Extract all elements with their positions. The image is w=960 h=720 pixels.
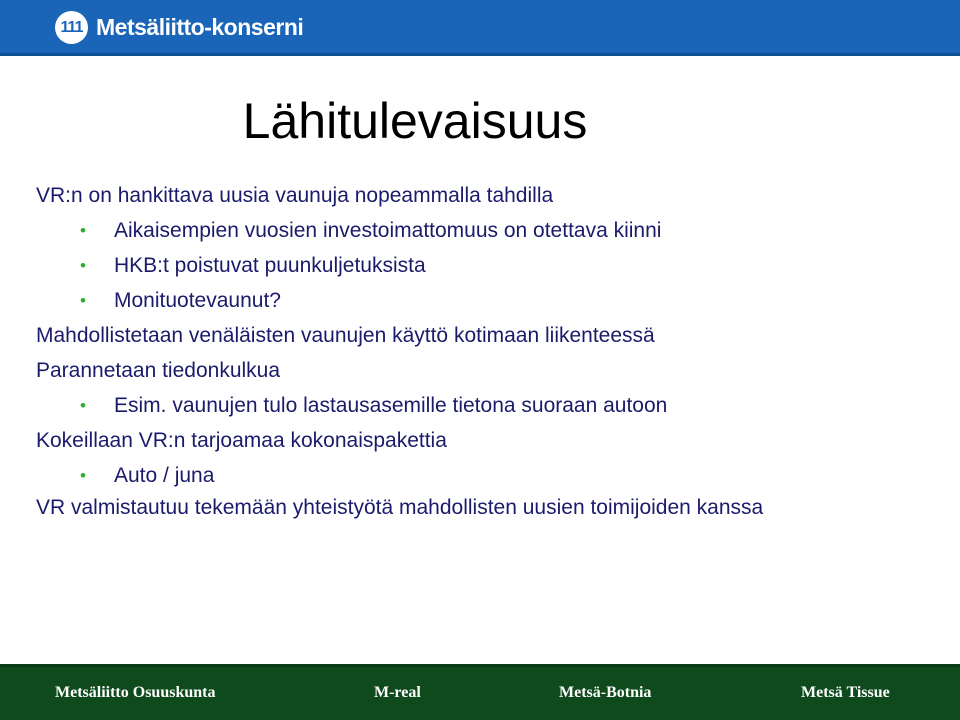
metsaliitto-logo-icon bbox=[55, 11, 88, 44]
sub-bullet-line-4 bbox=[36, 388, 926, 423]
logo-text: Metsäliitto-konserni bbox=[96, 14, 304, 40]
bullet-line-1 bbox=[36, 178, 926, 213]
bullet-text: VR valmistautuu tekemään yhteistyötä mahdollisten uusien toimijoiden kanssa bbox=[36, 496, 764, 519]
green-bullet-icon: • bbox=[80, 256, 86, 275]
bullet-text: Mahdollistetaan venäläisten vaunujen käyttö kotimaan liikenteessä bbox=[36, 324, 655, 347]
green-bullet-icon: • bbox=[80, 291, 86, 310]
bullet-text: VR:n on hankittava uusia vaunuja nopeammalla tahdilla bbox=[36, 184, 554, 207]
slide-title: Lähitulevaisuus bbox=[242, 93, 588, 149]
footer-item-metsaliitto-osuuskunta: Metsäliitto Osuuskunta bbox=[55, 684, 216, 701]
green-bullet-icon: • bbox=[80, 396, 86, 415]
bullet-line-3 bbox=[36, 353, 926, 388]
bullet-line-4 bbox=[36, 423, 926, 458]
footer-item-metsa-tissue: Metsä Tissue bbox=[801, 684, 890, 701]
sub-bullet-line-3 bbox=[36, 283, 926, 318]
bullet-line-2 bbox=[36, 318, 926, 353]
sub-bullet-text: Monituotevaunut? bbox=[114, 289, 281, 312]
slide-content bbox=[36, 178, 926, 523]
footer-item-metsa-botnia: Metsä-Botnia bbox=[559, 684, 652, 701]
sub-bullet-text: Aikaisempien vuosien investoimattomuus on otettava kiinni bbox=[114, 219, 662, 242]
bullet-text: Parannetaan tiedonkulkua bbox=[36, 359, 281, 382]
footer-item-m-real: M-real bbox=[374, 684, 421, 701]
green-bullet-icon: • bbox=[80, 221, 86, 240]
logo-mark-text: 111 bbox=[60, 18, 83, 36]
footer-bar bbox=[0, 664, 960, 720]
green-bullet-icon: • bbox=[80, 466, 86, 485]
sub-bullet-text: Auto / juna bbox=[114, 464, 215, 487]
sub-bullet-line-5 bbox=[36, 458, 926, 493]
bullet-text: Kokeillaan VR:n tarjoamaa kokonaispakettia bbox=[36, 429, 447, 452]
sub-bullet-line-1 bbox=[36, 213, 926, 248]
sub-bullet-text: HKB:t poistuvat puunkuljetuksista bbox=[114, 254, 426, 277]
header-bar bbox=[0, 0, 960, 56]
sub-bullet-text: Esim. vaunujen tulo lastausasemille tietona suoraan autoon bbox=[114, 394, 668, 417]
bullet-line-5 bbox=[36, 493, 861, 523]
sub-bullet-line-2 bbox=[36, 248, 926, 283]
